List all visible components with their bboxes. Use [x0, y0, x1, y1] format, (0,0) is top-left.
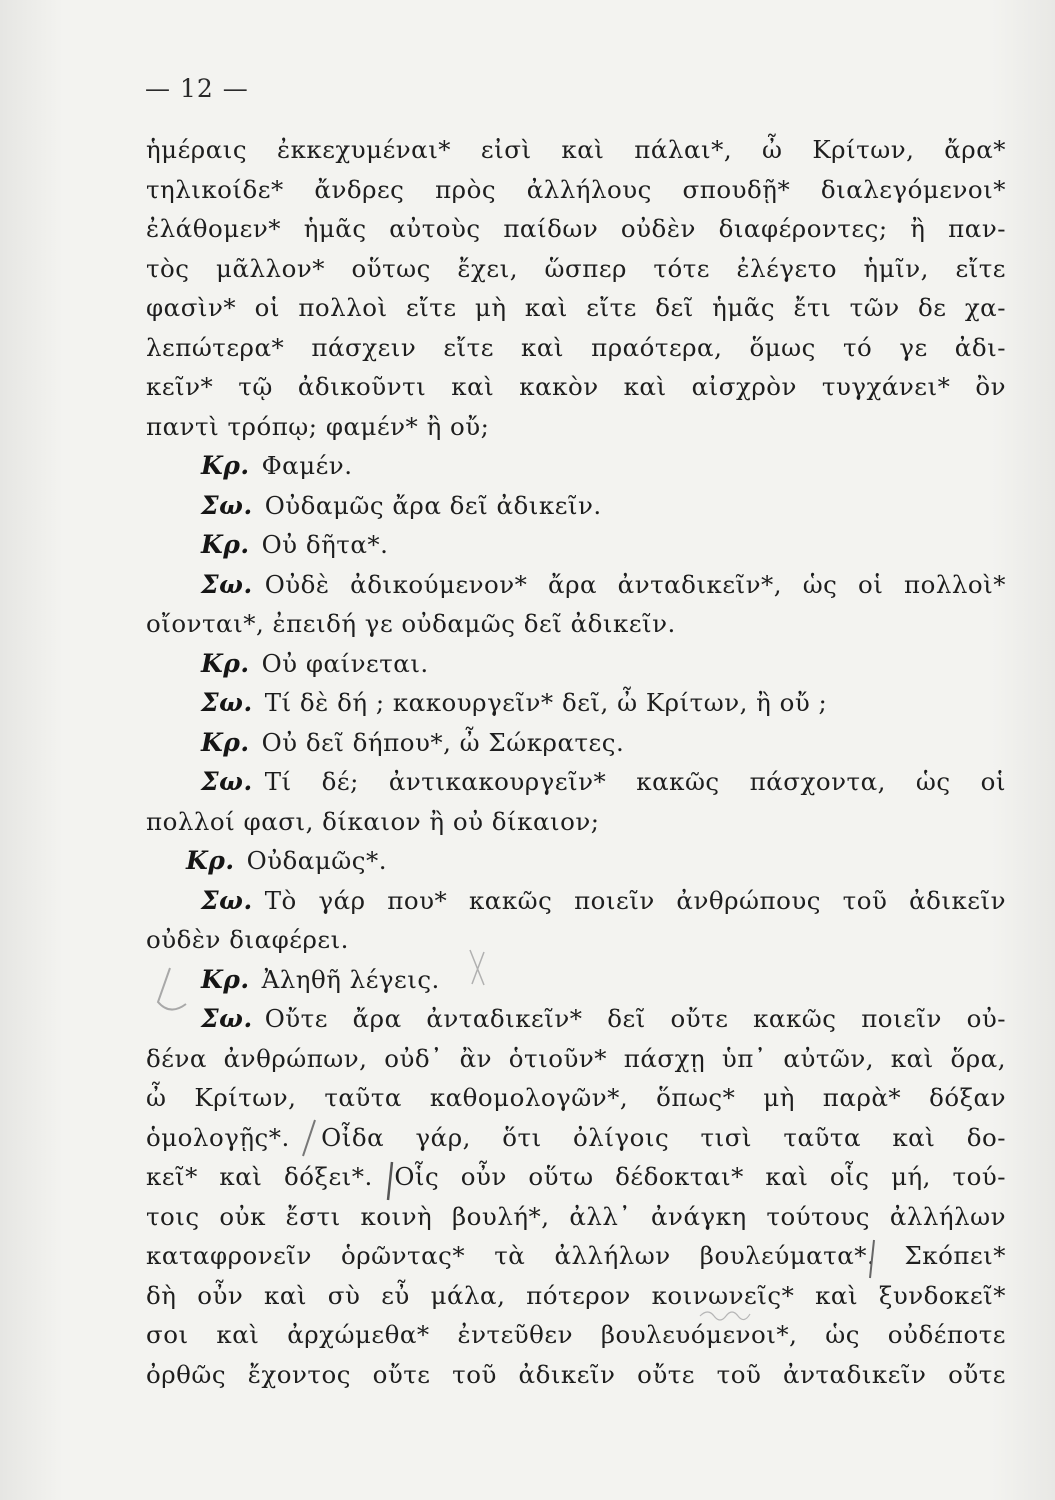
- line-text: ὀρθῶς ἔχοντος οὔτε τοῦ ἀδικεῖν οὔτε τοῦ ἀνταδικεῖν οὔτε: [146, 1359, 1006, 1389]
- speaker-label: Κρ.: [201, 530, 250, 559]
- text-line: [146, 683, 1006, 723]
- line-text: Οὐδὲ ἀδικούμενον* ἄρα ἀνταδικεῖν*, ὡς οἱ πολλοὶ*: [264, 569, 1006, 599]
- text-line: [146, 1078, 1006, 1118]
- line-text: σοι καὶ ἀρχώμεθα* ἐντεῦθεν βουλευόμενοι*, ὡς οὐδέποτε: [146, 1320, 1006, 1349]
- text-line: [146, 723, 1006, 763]
- line-text: φασὶν* οἱ πολλοὶ εἴτε μὴ καὶ εἴτε δεῖ ἡμᾶς ἔτι τῶν δε χα-: [146, 293, 1006, 322]
- text-line: [146, 1039, 1006, 1079]
- line-text: ἡμέραις ἐκκεχυμέναι* εἰσὶ καὶ πάλαι*, ὦ Κρίτων, ἄρα*: [146, 135, 1006, 164]
- line-text: οἴονται*, ἐπειδή γε οὐδαμῶς δεῖ ἀδικεῖν.: [146, 609, 676, 638]
- line-text: Οὐδαμῶς*.: [246, 846, 387, 875]
- speaker-label: Κρ.: [186, 846, 235, 875]
- line-text: οὐδὲν διαφέρει.: [146, 925, 349, 954]
- speaker-label: Σω.: [201, 569, 253, 599]
- speaker-label: Κρ.: [201, 648, 250, 678]
- text-line: [146, 999, 1006, 1039]
- line-text: Τί δὲ δή ; κακουργεῖν* δεῖ, ὦ Κρίτων, ἢ οὔ ;: [264, 688, 828, 717]
- text-line: [146, 328, 1006, 368]
- text-line: [146, 802, 1006, 842]
- line-text: κεῖν* τῷ ἀδικοῦντι καὶ κακὸν καὶ αἰσχρὸν τυγχάνει* ὂν: [146, 372, 1006, 401]
- speaker-label: Κρ.: [201, 451, 250, 480]
- page-number: — 12 —: [145, 74, 249, 103]
- text-line: [146, 1197, 1006, 1237]
- text-line: [146, 130, 1006, 170]
- text-line: [146, 762, 1006, 802]
- speaker-label: Κρ.: [201, 964, 250, 994]
- text-line: [146, 644, 1006, 684]
- text-line: [146, 288, 1006, 328]
- line-text: δὴ οὖν καὶ σὺ εὖ μάλα, πότερον κοινωνεῖς* καὶ ξυνδοκεῖ*: [146, 1280, 1006, 1310]
- text-line: [146, 1315, 1006, 1355]
- line-text: Τὸ γάρ που* κακῶς ποιεῖν ἀνθρώπους τοῦ ἀδικεῖν: [264, 885, 1006, 915]
- text-line: [146, 209, 1006, 249]
- line-text: Φαμέν.: [261, 451, 353, 480]
- text-line: [146, 249, 1006, 289]
- line-text: τηλικοίδε* ἄνδρες πρὸς ἀλλήλους σπουδῇ* διαλεγόμενοι*: [146, 174, 1006, 204]
- line-text: Οὐ φαίνεται.: [261, 648, 429, 678]
- speaker-label: Σω.: [201, 1004, 253, 1033]
- text-line: [146, 1157, 1006, 1197]
- text-line: [146, 960, 1006, 1000]
- text-line: [146, 920, 1006, 960]
- speaker-label: Σω.: [201, 490, 253, 520]
- speaker-label: Σω.: [201, 885, 253, 915]
- speaker-label: Σω.: [201, 767, 253, 796]
- dialogue-text: [146, 130, 1006, 1394]
- line-text: τοις οὐκ ἔστι κοινὴ βουλή*, ἀλλ᾽ ἀνάγκη τούτους ἀλλήλων: [146, 1201, 1006, 1231]
- line-text: δένα ἀνθρώπων, οὐδ᾽ ἂν ὁτιοῦν* πάσχῃ ὑπ᾽ αὐτῶν, καὶ ὅρα,: [146, 1043, 1006, 1073]
- line-text: καταφρονεῖν ὁρῶντας* τὰ ἀλλήλων βουλεύματα*. Σκόπει*: [146, 1241, 1006, 1270]
- line-text: κεῖ* καὶ δόξει*. Οἷς οὖν οὕτω δέδοκται* καὶ οἷς μή, τού-: [146, 1162, 1006, 1191]
- line-text: πολλοί φασι, δίκαιον ἢ οὐ δίκαιον;: [146, 806, 600, 836]
- line-text: ὦ Κρίτων, ταῦτα καθομολογῶν*, ὅπως* μὴ παρὰ* δόξαν: [146, 1083, 1006, 1112]
- line-text: Τί δέ; ἀντικακουργεῖν* κακῶς πάσχοντα, ὡς οἱ: [264, 767, 1006, 796]
- line-text: παντὶ τρόπῳ; φαμέν* ἢ οὔ;: [146, 411, 490, 441]
- text-line: [146, 881, 1006, 921]
- text-line: [146, 367, 1006, 407]
- text-line: [146, 1118, 1006, 1158]
- speaker-label: Κρ.: [201, 727, 250, 757]
- text-line: [146, 1355, 1006, 1395]
- text-line: [146, 1276, 1006, 1316]
- line-text: Ἀληθῆ λέγεις.: [261, 964, 440, 994]
- text-line: [146, 407, 1006, 447]
- line-text: Οὐ δεῖ δήπου*, ὦ Σώκρατες.: [261, 727, 625, 757]
- line-text: ὁμολογῇς*. Οἶδα γάρ, ὅτι ὀλίγοις τισὶ ταῦτα καὶ δο-: [146, 1122, 1006, 1152]
- line-text: Οὐ δῆτα*.: [261, 530, 389, 559]
- line-text: Οὐδαμῶς ἄρα δεῖ ἀδικεῖν.: [264, 490, 602, 520]
- text-line: [146, 604, 1006, 644]
- line-text: τὸς μᾶλλον* οὕτως ἔχει, ὥσπερ τότε ἐλέγετο ἡμῖν, εἴτε: [146, 253, 1006, 283]
- text-line: [146, 486, 1006, 526]
- text-line: [146, 841, 1006, 881]
- text-line: [146, 565, 1006, 605]
- line-text: Οὔτε ἄρα ἀνταδικεῖν* δεῖ οὔτε κακῶς ποιεῖν οὐ-: [264, 1004, 1006, 1033]
- line-text: ἐλάθομεν* ἡμᾶς αὐτοὺς παίδων οὐδὲν διαφέροντες; ἢ παν-: [146, 214, 1006, 243]
- line-text: λεπώτερα* πάσχειν εἴτε καὶ πραότερα, ὅμως τό γε ἀδι-: [146, 332, 1006, 362]
- text-line: [146, 525, 1006, 565]
- text-line: [146, 170, 1006, 210]
- speaker-label: Σω.: [201, 688, 253, 717]
- text-line: [146, 446, 1006, 486]
- text-line: [146, 1236, 1006, 1276]
